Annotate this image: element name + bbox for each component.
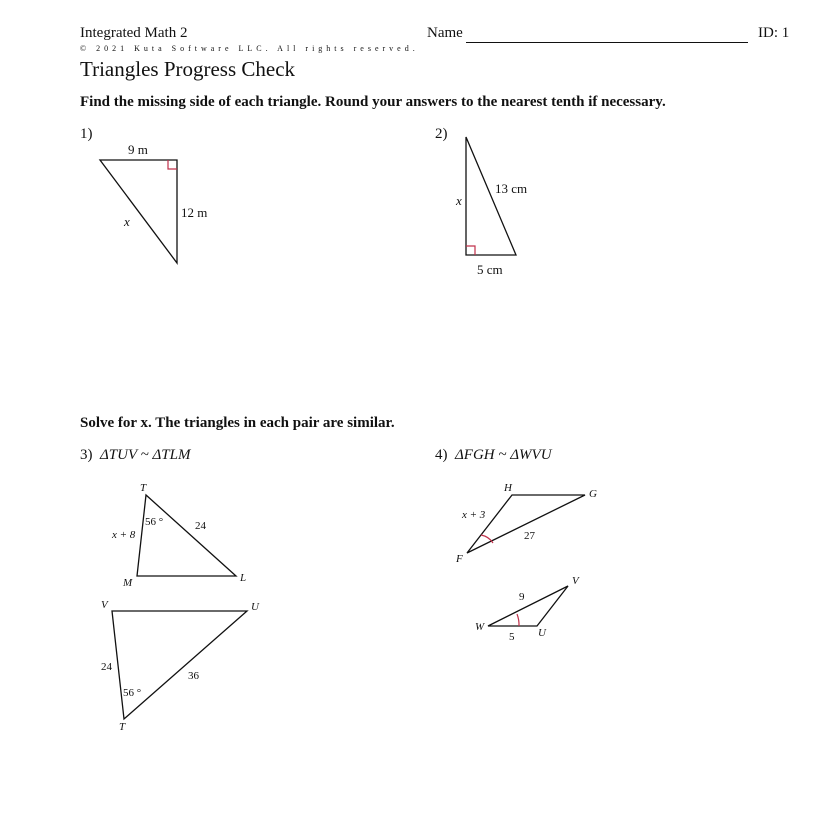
triangle-TUV <box>112 611 247 719</box>
vertex-U: U <box>251 601 259 613</box>
vertex-V-small: V <box>572 575 579 587</box>
problem-4-number: 4) <box>435 447 448 463</box>
side-TU: 36 <box>188 670 199 682</box>
vertex-T: T <box>140 482 147 494</box>
triangle-FGH <box>467 495 585 553</box>
section1-instructions: Find the missing side of each triangle. Round your answers to the nearest tenth if necessary. <box>80 94 666 110</box>
p1-top-side: 9 m <box>128 142 148 157</box>
vertex-U-small: U <box>538 627 546 639</box>
copyright: © 2021 Kuta Software LLC. All rights reserved. <box>80 44 419 53</box>
problem-1-number: 1) <box>80 126 93 142</box>
triangle-1 <box>100 160 177 263</box>
side-TL: 24 <box>195 520 206 532</box>
section2-instructions: Solve for x. The triangles in each pair are similar. <box>80 415 395 431</box>
worksheet-title: Triangles Progress Check <box>80 57 296 81</box>
problem-3-number: 3) <box>80 447 93 463</box>
vertex-T-large: T <box>119 721 126 733</box>
side-TM: x + 8 <box>112 529 136 541</box>
problem-4-statement: ΔFGH ~ ΔWVU <box>455 447 552 463</box>
right-angle-mark-2 <box>466 246 475 255</box>
vertex-F: F <box>456 553 463 565</box>
vertex-H: H <box>504 482 512 494</box>
side-FG: 27 <box>524 530 535 542</box>
problem-2-number: 2) <box>435 126 448 142</box>
name-label: Name <box>427 25 463 41</box>
triangle-TLM <box>137 495 236 576</box>
p1-right-side: 12 m <box>181 205 208 220</box>
vertex-G: G <box>589 488 597 500</box>
problem-3-statement: ΔTUV ~ ΔTLM <box>100 447 191 463</box>
triangle-WVU <box>488 586 568 626</box>
side-WV: 9 <box>519 591 525 603</box>
p2-hyp-side: 13 cm <box>495 181 528 196</box>
vertex-V: V <box>101 599 108 611</box>
vertex-W: W <box>475 621 485 633</box>
side-WU: 5 <box>509 631 515 643</box>
p2-left-side: x <box>456 193 462 208</box>
side-FH: x + 3 <box>462 509 486 521</box>
p2-bottom-side: 5 cm <box>477 262 503 277</box>
angle-T-small: 56 ° <box>145 516 164 528</box>
right-angle-mark-1 <box>168 160 177 169</box>
vertex-L: L <box>240 572 247 584</box>
angle-T-large: 56 ° <box>123 687 142 699</box>
p1-hyp-side: x <box>124 214 130 229</box>
id-label: ID: 1 <box>758 25 790 41</box>
course-name: Integrated Math 2 <box>80 25 188 41</box>
side-VT: 24 <box>101 661 112 673</box>
angle-mark-W <box>517 614 519 626</box>
vertex-M: M <box>123 577 133 589</box>
